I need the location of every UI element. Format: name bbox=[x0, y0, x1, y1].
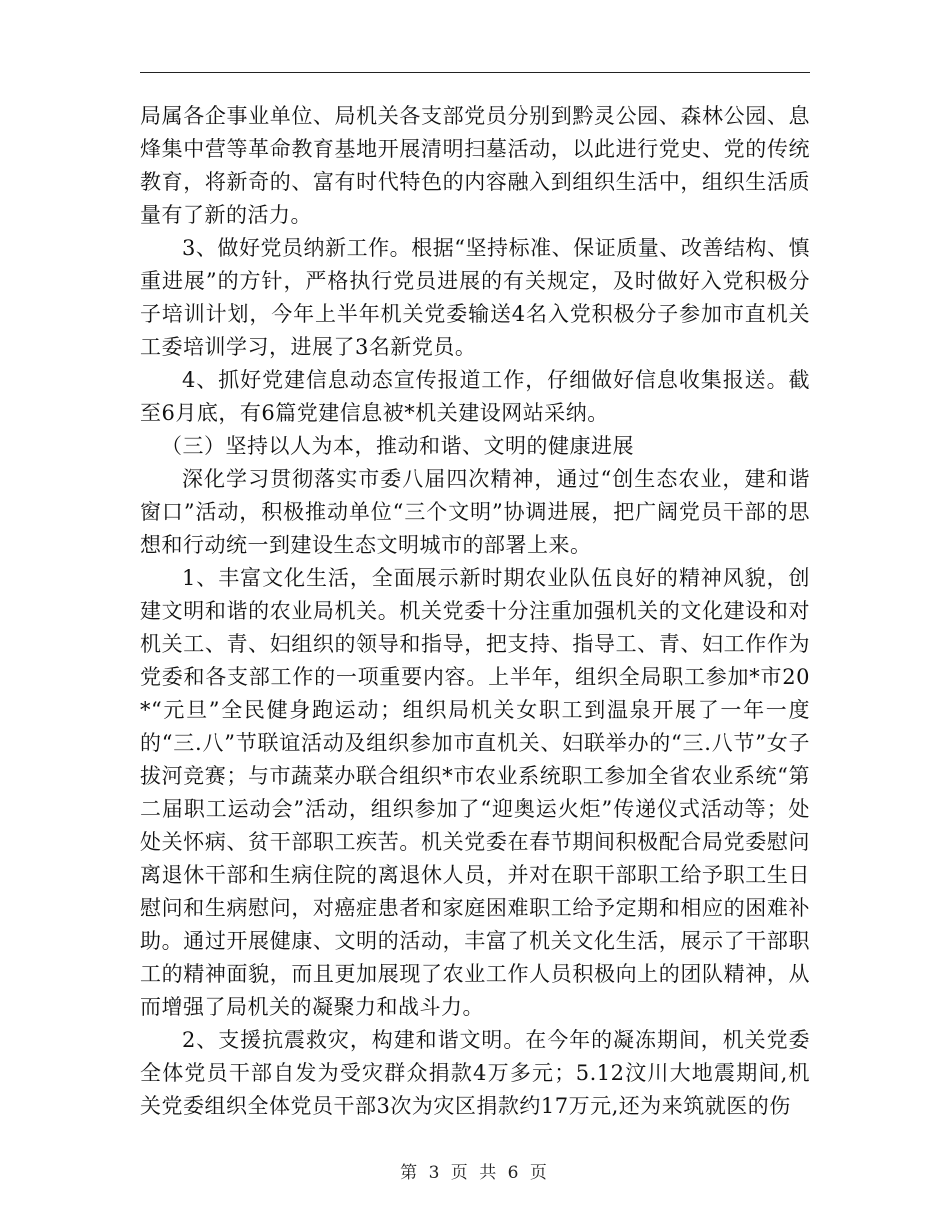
header-rule bbox=[140, 72, 810, 73]
paragraph-item-2: 2、支援抗震救灾，构建和谐文明。在今年的凝冻期间，机关党委全体党员干部自发为受灾群众捐款4万多元；5.12汶川大地震期间,机关党委组织全体党员干部3次为灾区捐款约17万元,还为来筑就医的伤 bbox=[140, 1028, 810, 1118]
paragraph-item-1: 1、丰富文化生活，全面展示新时期农业队伍良好的精神风貌，创建文明和谐的农业局机关。机关党委十分注重加强机关的文化建设和对机关工、青、妇组织的领导和指导，把支持、指导工、青、妇工作作为党委和各支部工作的一项重要内容。上半年，组织全局职工参加*市20*“元旦”全民健身跑运动；组织局机关女职工到温泉开展了一年一度的“三.八”节联谊活动及组织参加市直机关、妇联举办的“三.八节”女子拔河竞赛；与市蔬菜办联合组织*市农业系统职工参加全省农业系统“第二届职工运动会”活动，组织参加了“迎奥运火炬”传递仪式活动等；处处关怀病、贫干部职工疾苦。机关党委在春节期间积极配合局党委慰问离退休干部和生病住院的离退休人员，并对在职干部职工给予职工生日慰问和生病慰问，对癌症患者和家庭困难职工给予定期和相应的困难补助。通过开展健康、文明的活动，丰富了机关文化生活，展示了干部职工的精神面貌，而且更加展现了农业工作人员积极向上的团队精神，从而增强了局机关的凝聚力和战斗力。 bbox=[140, 566, 810, 1019]
paragraph-continuation: 局属各企事业单位、局机关各支部党员分别到黔灵公园、森林公园、息烽集中营等革命教育基地开展清明扫墓活动，以此进行党史、党的传统教育，将新奇的、富有时代特色的内容融入到组织生活中，组织生活质量有了新的活力。 bbox=[140, 104, 810, 227]
document-body bbox=[140, 100, 810, 1123]
paragraph-item-4: 4、抓好党建信息动态宣传报道工作，仔细做好信息收集报送。截至6月底，有6篇党建信息被*机关建设网站采纳。 bbox=[140, 368, 810, 425]
paragraph-section-intro: 深化学习贯彻落实市委八届四次精神，通过“创生态农业，建和谐窗口”活动，积极推动单位“三个文明”协调进展，把广阔党员干部的思想和行动统一到建设生态文明城市的部署上来。 bbox=[140, 467, 810, 557]
paragraph-item-3: 3、做好党员纳新工作。根据“坚持标准、保证质量、改善结构、慎重进展”的方针，严格执行党员进展的有关规定，及时做好入党积极分子培训计划，今年上半年机关党委输送4名入党积极分子参加市直机关工委培训学习，进展了3名新党员。 bbox=[140, 236, 810, 359]
section-heading: （三）坚持以人为本，推动和谐、文明的健康进展 bbox=[161, 434, 634, 458]
page-number-footer: 第 3 页 共 6 页 bbox=[400, 1163, 550, 1183]
